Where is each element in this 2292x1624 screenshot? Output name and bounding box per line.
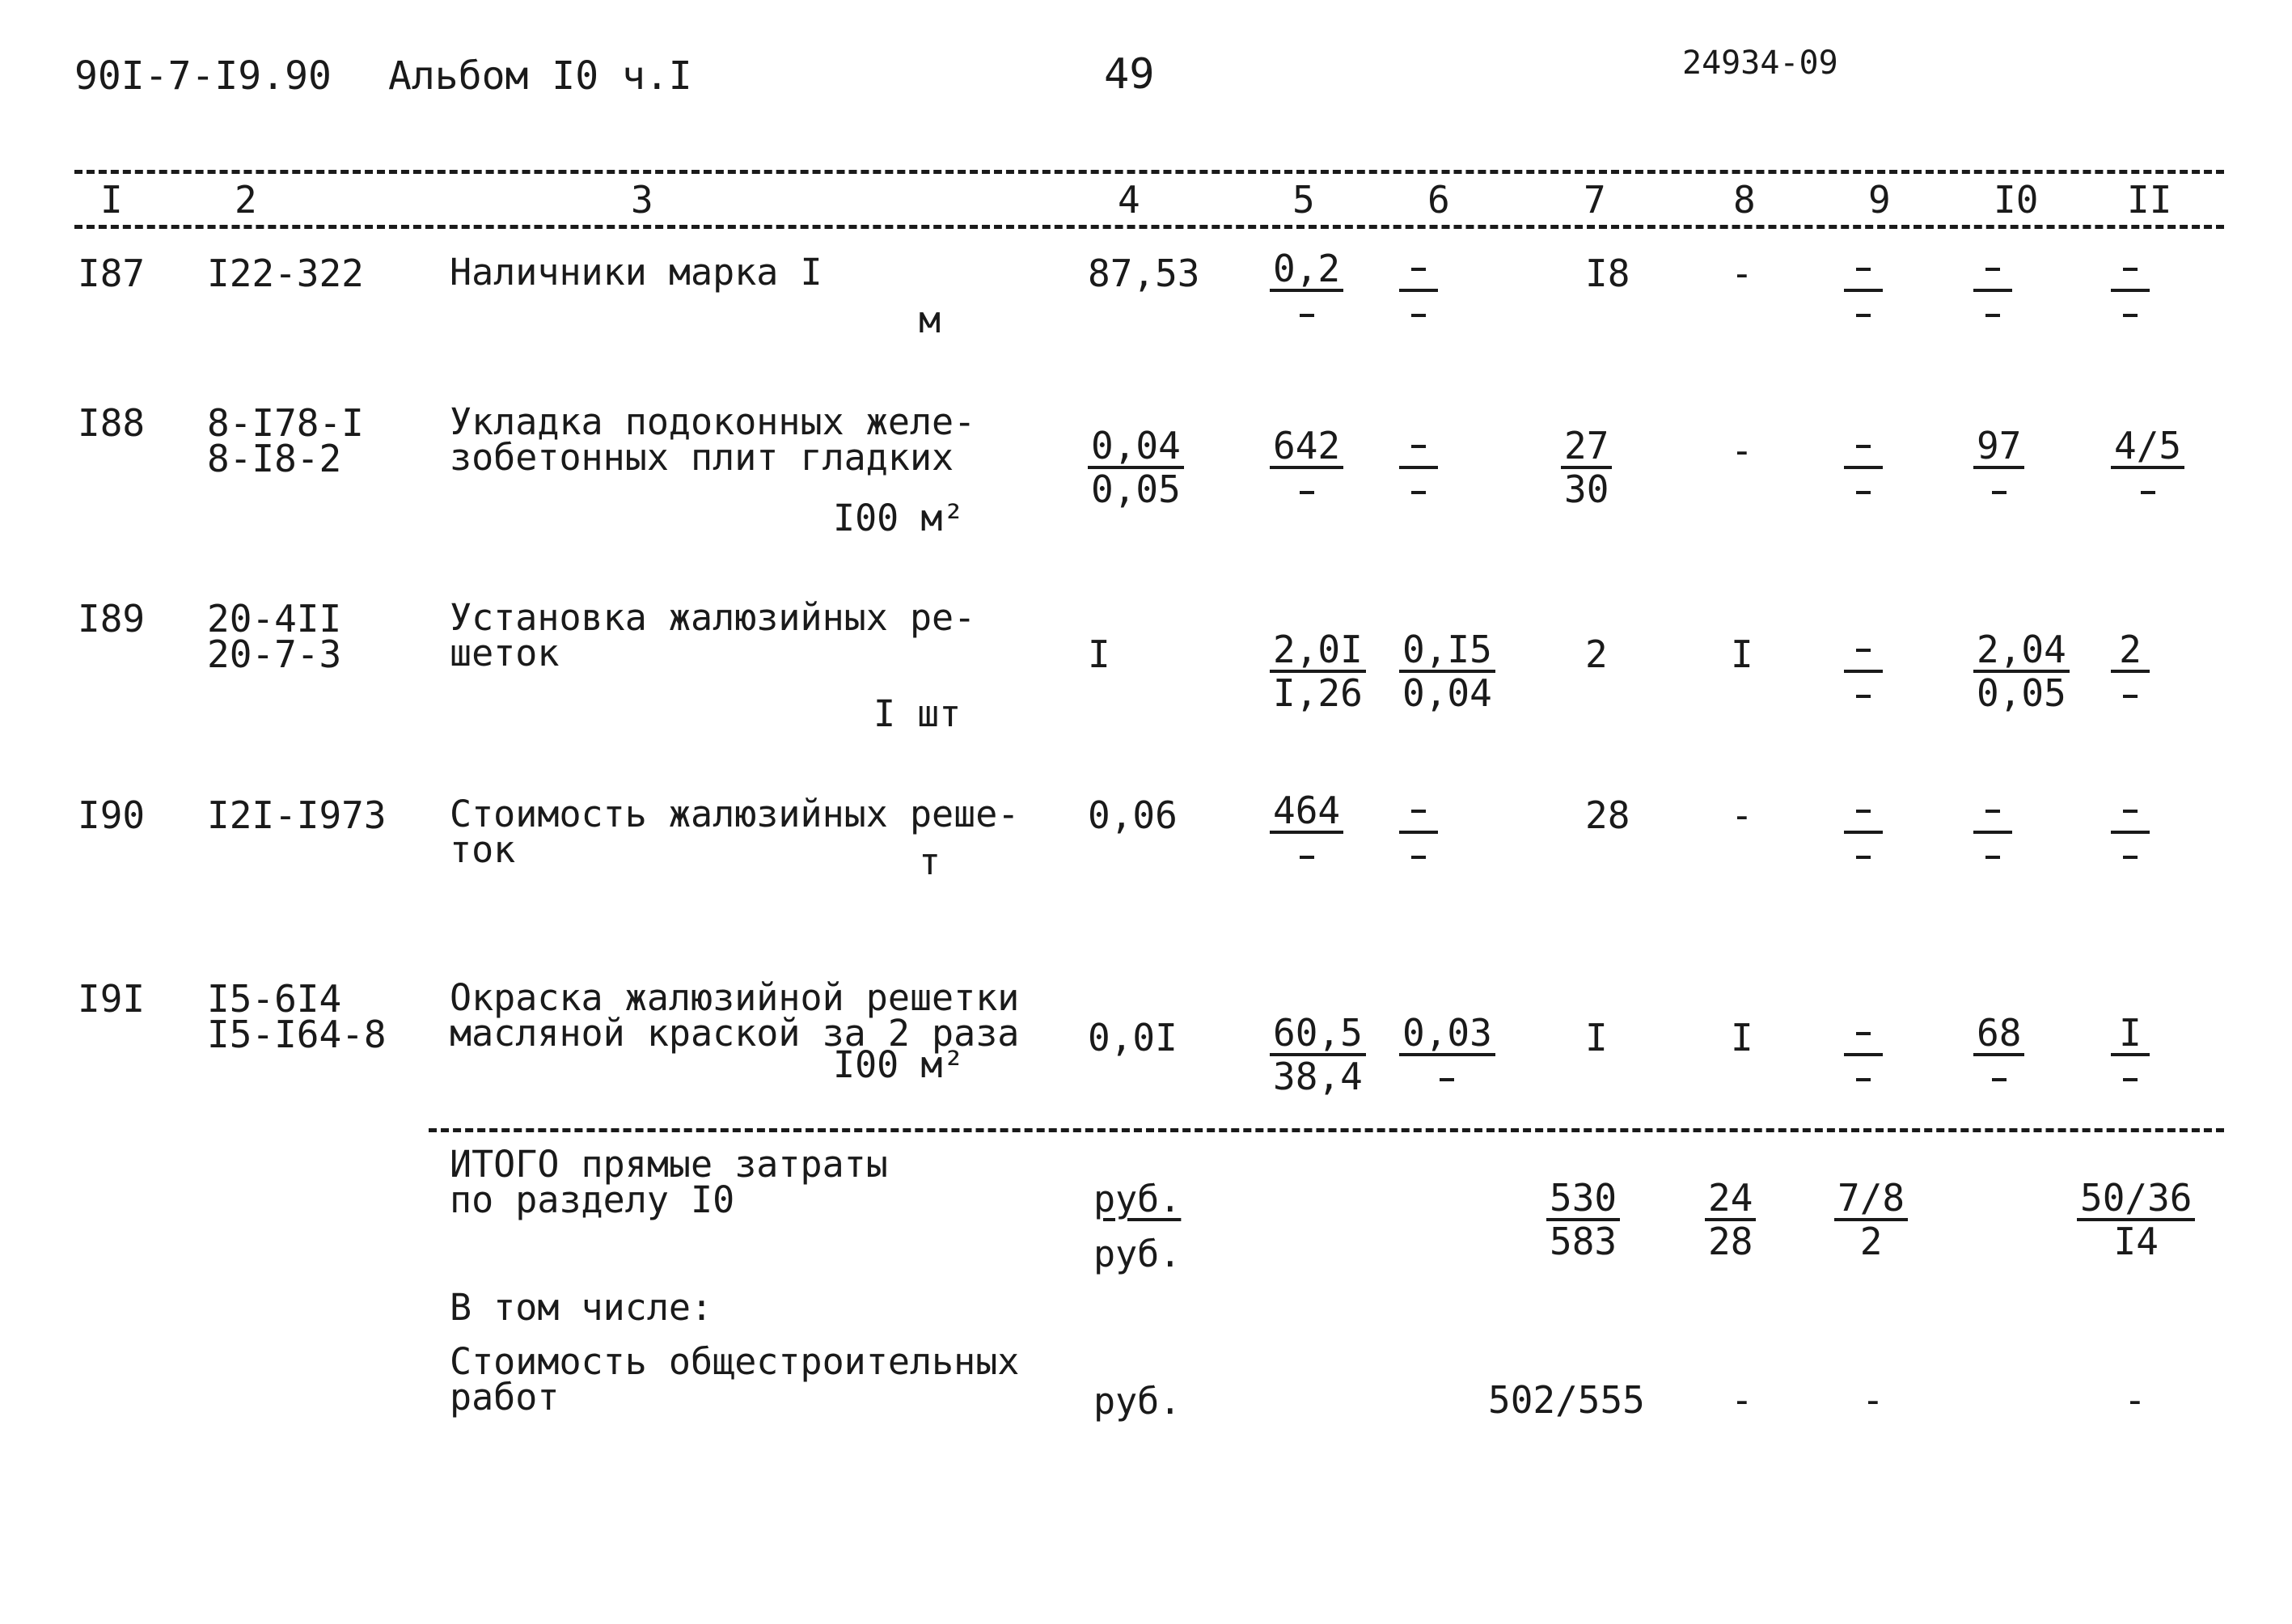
dash-mark [1411,445,1426,448]
column-number: 5 [1292,178,1315,222]
denominator [1989,469,2010,510]
numerator [1844,790,1883,834]
denominator: 0,04 [1402,671,1492,715]
value-c11 [2111,425,2184,510]
numerator: 2 [2111,629,2150,673]
denominator [1853,469,1874,510]
column-number: 9 [1868,178,1891,222]
numerator: 2,0I [1270,629,1366,673]
dash-mark [1985,314,2000,317]
numerator [1844,248,1883,292]
numerator [2111,248,2150,292]
value-c5 [1270,629,1366,713]
denominator [1853,292,1874,332]
document-code: 90I-7-I9.90 [74,53,332,99]
value-c9 [1844,248,1883,332]
denominator: 0,05 [1091,467,1181,511]
row-number: I9I [78,977,146,1021]
column-number: I0 [1994,178,2039,222]
numerator: 642 [1270,425,1343,469]
dash-mark [1300,491,1314,494]
norm-code: 20-7-3 [207,632,342,676]
value-c6 [1399,629,1495,713]
value-c4 [1088,425,1184,510]
value-c6 [1399,790,1438,874]
value-c11 [2111,248,2150,332]
column-number: I [100,178,123,222]
denominator [1982,292,2003,332]
denominator [1296,834,1317,874]
value-c11 [2111,790,2150,874]
denominator [1296,469,1317,510]
dash-mark [1992,1078,2007,1081]
norm-code: I5-I64-8 [207,1013,387,1056]
dash-mark [1440,1078,1454,1081]
denominator: 0,05 [1977,671,2066,715]
numerator [2111,790,2150,834]
column-number: 2 [235,178,257,222]
unit-of-measure: м [919,298,941,341]
unit-of-measure: I шт [873,692,962,735]
dash-mark [2123,810,2138,813]
value-c4: I [1088,632,1110,676]
denominator [2120,292,2141,332]
denominator [1296,292,1317,332]
dash-mark [1856,695,1871,698]
dash-mark [1411,491,1426,494]
norm-code: 8-I78-I [207,401,364,445]
denominator: 38,4 [1273,1055,1363,1098]
totals-rule [429,1128,2224,1132]
totals-unit-adjusted: руб. [1093,1233,1182,1275]
value-c11 [2111,1013,2150,1097]
dash-mark [1856,314,1871,317]
header-top-rule [74,170,2224,174]
value-c9 [1844,629,1883,713]
column-number: 8 [1733,178,1756,222]
norm-code: I5-6I4 [207,977,342,1021]
totals-col7: $\frac{530}{583}$ [1546,1178,1620,1262]
row-number: I88 [78,401,146,445]
denominator: 30 [1564,467,1609,511]
totals-unit-current: руб. [1093,1178,1182,1220]
dash-mark [2141,491,2155,494]
work-description: Наличники марка I [450,251,822,294]
dash-mark [1856,1078,1871,1081]
dash-mark [1411,268,1426,271]
unit-of-measure: I00 м² [833,497,965,539]
value-c10 [1973,248,2012,332]
value-c4: 87,53 [1088,252,1200,295]
numerator: 27 [1561,425,1612,469]
row-number: I87 [78,252,146,295]
value-c4: 0,06 [1088,793,1178,837]
including-unit: руб. [1093,1380,1182,1423]
numerator: 2,04 [1973,629,2070,673]
numerator: 60,5 [1270,1013,1366,1056]
value-c6 [1399,248,1438,332]
dash-mark [2123,1078,2138,1081]
work-description: Укладка подоконных желе- зобетонных плит гладких [450,400,976,479]
numerator: 0,2 [1270,248,1343,292]
dash-mark [2123,856,2138,859]
value-c8: - [1731,252,1753,295]
dash-mark [2123,695,2138,698]
numerator: 0,04 [1088,425,1184,469]
norm-code: I22-322 [207,252,364,295]
value-c10 [1973,790,2012,874]
norm-code: I2I-I973 [207,793,387,837]
numerator [1844,629,1883,673]
column-number: 4 [1118,178,1140,222]
numerator [1973,248,2012,292]
denominator [1853,673,1874,713]
denominator [1982,834,2003,874]
value-c7: I [1585,1016,1608,1059]
totals-col9: $\frac{7/8}{2}$ [1834,1178,1908,1262]
dash-mark [1300,856,1314,859]
including-item-label: Стоимость общестроительных работ [450,1340,1020,1419]
numerator: 0,03 [1399,1013,1495,1056]
dash-mark [1856,268,1871,271]
denominator [1408,834,1429,874]
value-c7: 28 [1585,793,1630,837]
dash-mark [1985,268,2000,271]
value-c5 [1270,425,1343,510]
numerator: 464 [1270,790,1343,834]
column-number: 6 [1427,178,1450,222]
dash-mark [1856,810,1871,813]
dash-mark [1411,314,1426,317]
including-col11: - [2124,1378,2146,1422]
value-c9 [1844,1013,1883,1097]
column-number: 7 [1584,178,1606,222]
dash-mark [1411,810,1426,813]
numerator: 0,I5 [1399,629,1495,673]
denominator [2138,469,2159,510]
numerator: 68 [1973,1013,2024,1056]
column-number: 3 [631,178,653,222]
dash-mark [2123,268,2138,271]
denominator: I,26 [1273,671,1363,715]
dash-mark [1985,810,2000,813]
row-number: I90 [78,793,146,837]
denominator [2120,673,2141,713]
value-c10 [1973,629,2070,713]
inventory-stamp: 24934-09 [1682,44,1838,82]
unit-of-measure: I00 м² [833,1043,965,1086]
value-c9 [1844,425,1883,510]
column-number: II [2127,178,2172,222]
dash-mark [2123,314,2138,317]
numerator: I [2111,1013,2150,1056]
dash-mark [1856,1032,1871,1035]
numerator [1399,425,1438,469]
value-c10 [1973,425,2024,510]
value-c6 [1399,425,1438,510]
value-c5 [1270,790,1343,874]
value-c6 [1399,1013,1495,1097]
including-col8: - [1731,1378,1753,1422]
dash-mark [1856,856,1871,859]
totals-label: ИТОГО прямые затраты по разделу I0 [450,1143,888,1221]
denominator [1989,1056,2010,1097]
denominator [1408,292,1429,332]
denominator [1436,1056,1457,1097]
work-description: Окраска жалюзийной решетки масляной краской за 2 раза [450,976,1020,1055]
denominator [2120,834,2141,874]
value-c8: - [1731,429,1753,472]
unit-of-measure: т [919,840,941,883]
header-bottom-rule [74,225,2224,229]
dash-mark [1411,856,1426,859]
denominator [2120,1056,2141,1097]
totals-col11: $\frac{50/36}{I4}$ [2077,1178,2195,1262]
value-c9 [1844,790,1883,874]
including-col7: 502/555 [1488,1378,1645,1422]
value-c7: I8 [1585,252,1630,295]
value-c11 [2111,629,2150,713]
value-c5 [1270,248,1343,332]
numerator [1399,248,1438,292]
including-col9: - [1862,1378,1884,1422]
numerator [1399,790,1438,834]
totals-col8: $\frac{24}{28}$ [1705,1178,1756,1262]
work-description: Установка жалюзийных ре- шеток [450,596,976,675]
page-number: 49 [1104,50,1155,99]
norm-code: 8-I8-2 [207,437,342,480]
numerator: 97 [1973,425,2024,469]
numerator: 4/5 [2111,425,2184,469]
value-c10 [1973,1013,2024,1097]
numerator [1844,425,1883,469]
dash-mark [1985,856,2000,859]
dash-mark [1856,649,1871,652]
value-c5 [1270,1013,1366,1097]
norm-code: 20-4II [207,597,342,641]
including-label: В том числе: [450,1286,713,1329]
value-c7 [1561,425,1612,510]
denominator [1408,469,1429,510]
denominator [1853,834,1874,874]
row-number: I89 [78,597,146,641]
dash-mark [1300,314,1314,317]
denominator [1853,1056,1874,1097]
value-c8: I [1731,1016,1753,1059]
value-c8: I [1731,632,1753,676]
value-c7: 2 [1585,632,1608,676]
album-label: Альбом I0 ч.I [388,53,692,99]
dash-mark [1856,491,1871,494]
value-c4: 0,0I [1088,1016,1178,1059]
dash-mark [1992,491,2007,494]
numerator [1844,1013,1883,1056]
work-description: Стоимость жалюзийных реше- ток [450,793,1020,871]
numerator [1973,790,2012,834]
value-c8: - [1731,793,1753,837]
dash-mark [1856,445,1871,448]
